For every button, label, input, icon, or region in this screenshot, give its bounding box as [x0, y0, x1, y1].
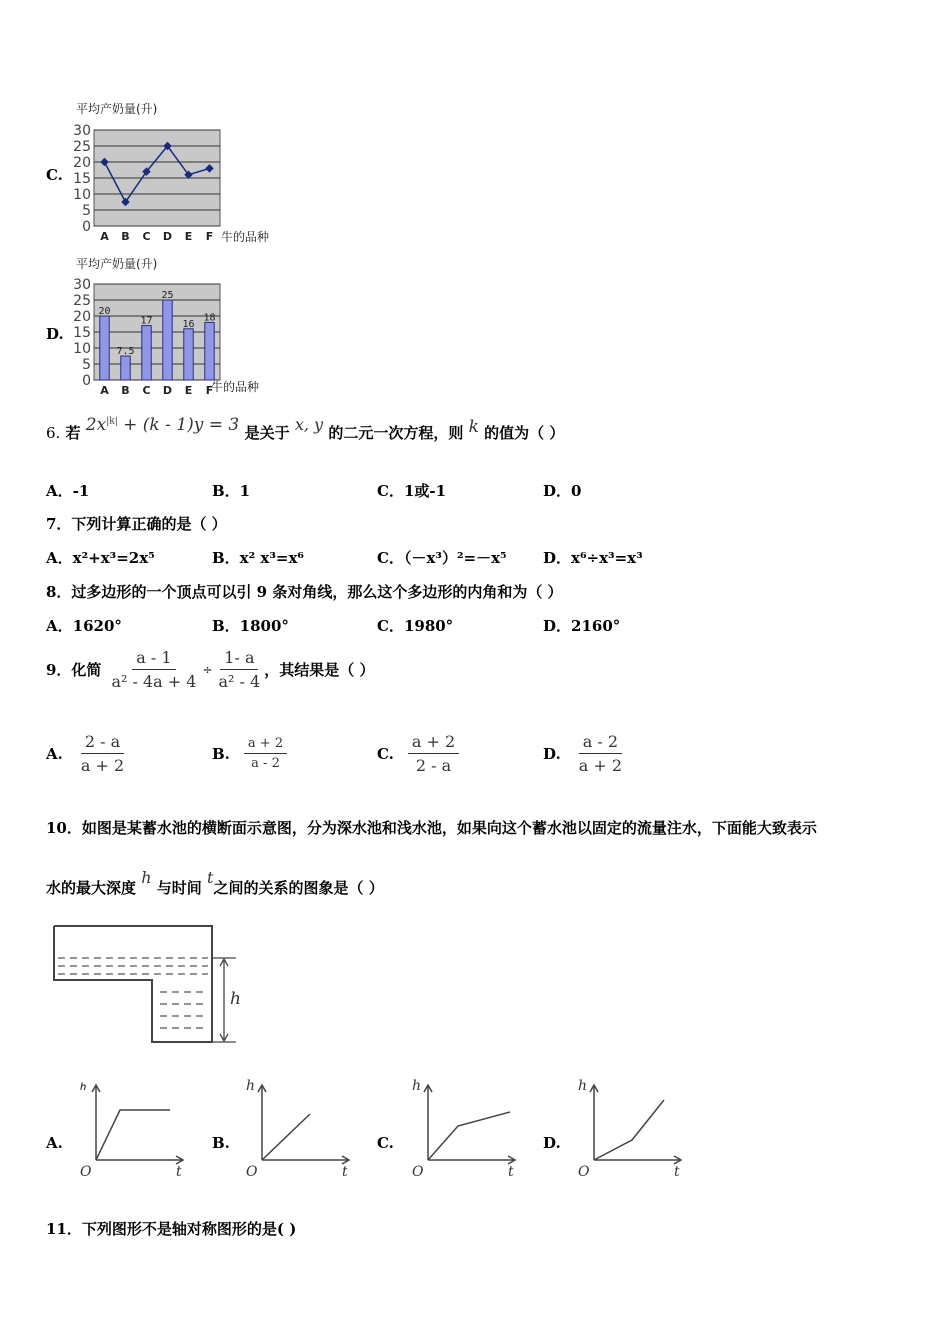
- q8-option-d: D．2160°: [543, 617, 621, 635]
- q6-equation: [86, 415, 245, 435]
- bar: [163, 300, 172, 380]
- y-tick-label: 0: [82, 219, 91, 235]
- y-tick-label: 20: [73, 309, 91, 325]
- q9-option-a: [46, 732, 128, 775]
- line-chart: [60, 116, 290, 246]
- x-tick-label: A: [100, 384, 109, 397]
- q9-d-denominator: a + 2: [578, 756, 622, 775]
- graph-d-curve: [594, 1100, 664, 1160]
- y-tick-label: 15: [73, 171, 91, 187]
- bar-data-label: 25: [161, 290, 174, 301]
- q9-b-numerator: a + 2: [244, 736, 287, 754]
- bar: [184, 329, 193, 380]
- y-tick-label: 5: [82, 203, 91, 219]
- bar: [142, 326, 151, 380]
- question-10-line-2: [46, 868, 384, 898]
- option-c-label: C.: [46, 166, 63, 184]
- q9-b-denominator: a - 2: [251, 756, 280, 771]
- chart-d-xlabel: 牛的品种: [211, 380, 260, 394]
- q9-a-denominator: a + 2: [80, 756, 125, 775]
- bar-data-label: 16: [182, 318, 195, 330]
- q10-h-var: h: [141, 868, 152, 887]
- graph-d-t: t: [674, 1164, 680, 1180]
- q10-line2-c: 之间的关系的图象是（ ）: [213, 879, 384, 897]
- bar-data-label: 20: [98, 306, 111, 317]
- q6-eq-term2: + (k - 1)y = 3: [117, 415, 240, 435]
- q10-graph-a-label: A.: [46, 1134, 63, 1152]
- graph-a: [70, 1074, 190, 1184]
- x-tick-label: E: [184, 384, 193, 397]
- x-tick-label: B: [121, 384, 130, 397]
- graph-c: [402, 1074, 522, 1184]
- graph-d: [568, 1074, 688, 1184]
- bar: [205, 322, 214, 380]
- q9-d-numerator: a - 2: [579, 732, 622, 754]
- q9-option-c: [377, 732, 459, 775]
- q6-option-a: A．-1: [46, 482, 90, 500]
- q9-fraction-1: [107, 648, 200, 691]
- y-tick-label: 30: [73, 123, 91, 139]
- q10-line2-a: 水的最大深度: [46, 879, 137, 897]
- graph-a-curve: [96, 1110, 170, 1160]
- bar-data-label: 17: [140, 315, 153, 327]
- x-tick-label: D: [162, 230, 173, 243]
- q10-graph-b-label: B.: [212, 1134, 230, 1152]
- graph-a-origin: O: [80, 1164, 92, 1180]
- q7-option-b: B．x² x³=x⁶: [212, 549, 305, 567]
- q10-graph-c-label: C.: [377, 1134, 394, 1152]
- q6-mid2: 的二元一次方程，则: [328, 424, 464, 442]
- y-tick-label: 25: [73, 139, 91, 155]
- q9-f1-numerator: a - 1: [132, 648, 175, 670]
- q9-option-b-fraction: [244, 736, 287, 771]
- q6-option-b: B．1: [212, 482, 251, 500]
- chart-c-title: 平均产奶量(升): [76, 102, 158, 116]
- graph-a-h: h: [80, 1082, 87, 1093]
- q6-mid: 是关于: [244, 424, 290, 442]
- q9-option-d-label: D.: [543, 744, 561, 763]
- q10-line2-b: 与时间: [156, 879, 202, 897]
- x-tick-label: A: [100, 230, 109, 243]
- q9-fraction-2: [215, 648, 265, 691]
- chart-c-xlabel: 牛的品种: [221, 230, 270, 244]
- graph-d-origin: O: [578, 1164, 590, 1180]
- q9-option-b-label: B.: [212, 744, 230, 763]
- q9-option-a-fraction: [77, 732, 128, 775]
- graph-b-origin: O: [246, 1164, 258, 1180]
- q8-option-a: A．1620°: [46, 617, 122, 635]
- graph-c-t: t: [508, 1164, 514, 1180]
- q9-option-d-fraction: [575, 732, 626, 775]
- q9-option-a-label: A.: [46, 744, 63, 763]
- x-tick-label: B: [121, 230, 130, 243]
- q6-vars: x, y: [294, 415, 324, 434]
- q7-option-a: A．x²+x³=2x⁵: [46, 549, 155, 567]
- water-dashes: [58, 958, 208, 1028]
- x-tick-label: C: [142, 384, 151, 397]
- q6-option-d: D．0: [543, 482, 582, 500]
- q8-option-c: C．1980°: [377, 617, 454, 635]
- chart-d-title: 平均产奶量(升): [76, 257, 158, 271]
- q9-f2-numerator: 1- a: [220, 648, 258, 670]
- q9-option-c-fraction: [408, 732, 459, 775]
- y-tick-label: 25: [73, 293, 91, 309]
- q6-post: 的值为（ ）: [484, 424, 565, 442]
- x-tick-label: F: [205, 384, 214, 397]
- q9-c-numerator: a + 2: [408, 732, 459, 754]
- q8-option-b: B．1800°: [212, 617, 289, 635]
- q9-post: ，其结果是（ ）: [264, 661, 375, 679]
- bar-data-label: 7.5: [116, 346, 135, 357]
- bar: [121, 356, 130, 380]
- q10-graph-d-label: D.: [543, 1134, 561, 1152]
- x-tick-label: F: [205, 230, 214, 243]
- question-8: 8．过多边形的一个顶点可以引 9 条对角线，那么这个多边形的内角和为（ ）: [46, 583, 563, 601]
- graph-b-t: t: [342, 1164, 348, 1180]
- q9-pre: 9．化简: [46, 661, 102, 679]
- q9-f1-denominator: a² - 4a + 4: [111, 672, 197, 691]
- bar-data-label: 18: [203, 312, 216, 324]
- water-tank-diagram: [50, 922, 260, 1052]
- option-d-label: D.: [46, 325, 64, 343]
- question-9: [46, 648, 374, 691]
- q9-c-denominator: 2 - a: [415, 756, 452, 775]
- q6-pre: 若: [65, 424, 81, 442]
- tank-outline: [54, 926, 212, 1042]
- q6-k: k: [468, 417, 479, 437]
- x-tick-label: D: [162, 384, 173, 397]
- graph-c-curve: [428, 1112, 510, 1160]
- y-tick-label: 5: [82, 357, 91, 373]
- y-tick-label: 10: [73, 187, 91, 203]
- q7-option-c: C．（－x³）²=－x⁵: [377, 549, 507, 567]
- question-6: [46, 415, 565, 443]
- x-tick-label: C: [142, 230, 151, 243]
- q9-a-numerator: 2 - a: [81, 732, 124, 754]
- graph-c-origin: O: [412, 1164, 424, 1180]
- graph-d-h: h: [578, 1078, 588, 1094]
- graph-b-h: h: [246, 1078, 256, 1094]
- y-tick-label: 0: [82, 373, 91, 389]
- y-tick-label: 10: [73, 341, 91, 357]
- graph-a-t: t: [176, 1164, 182, 1180]
- graph-b: [236, 1074, 356, 1184]
- graph-c-h: h: [412, 1078, 422, 1094]
- bar: [100, 316, 109, 380]
- question-10-line-1: 10．如图是某蓄水池的横断面示意图，分为深水池和浅水池，如果向这个蓄水池以固定的流量注水，下面能大致表示: [46, 819, 817, 837]
- q6-option-c: C．1或-1: [377, 482, 447, 500]
- question-11: 11．下列图形不是轴对称图形的是( ): [46, 1220, 297, 1238]
- y-tick-label: 15: [73, 325, 91, 341]
- q9-option-b: [212, 736, 287, 771]
- y-tick-label: 30: [73, 277, 91, 293]
- graph-b-curve: [262, 1114, 310, 1160]
- q10-t-var: t: [207, 868, 214, 887]
- x-tick-label: E: [184, 230, 193, 243]
- q9-option-d: [543, 732, 626, 775]
- q9-div: ÷: [202, 662, 213, 677]
- y-tick-label: 20: [73, 155, 91, 171]
- q9-f2-denominator: a² - 4: [218, 672, 261, 691]
- q9-option-c-label: C.: [377, 744, 394, 763]
- tank-h-label: h: [230, 989, 241, 1009]
- q6-eq-exponent: |k|: [106, 416, 118, 427]
- q6-number: 6.: [46, 424, 61, 442]
- q7-option-d: D．x⁶÷x³=x³: [543, 549, 643, 567]
- q6-eq-term1: 2x: [85, 415, 107, 435]
- question-7: 7．下列计算正确的是（ ）: [46, 515, 227, 533]
